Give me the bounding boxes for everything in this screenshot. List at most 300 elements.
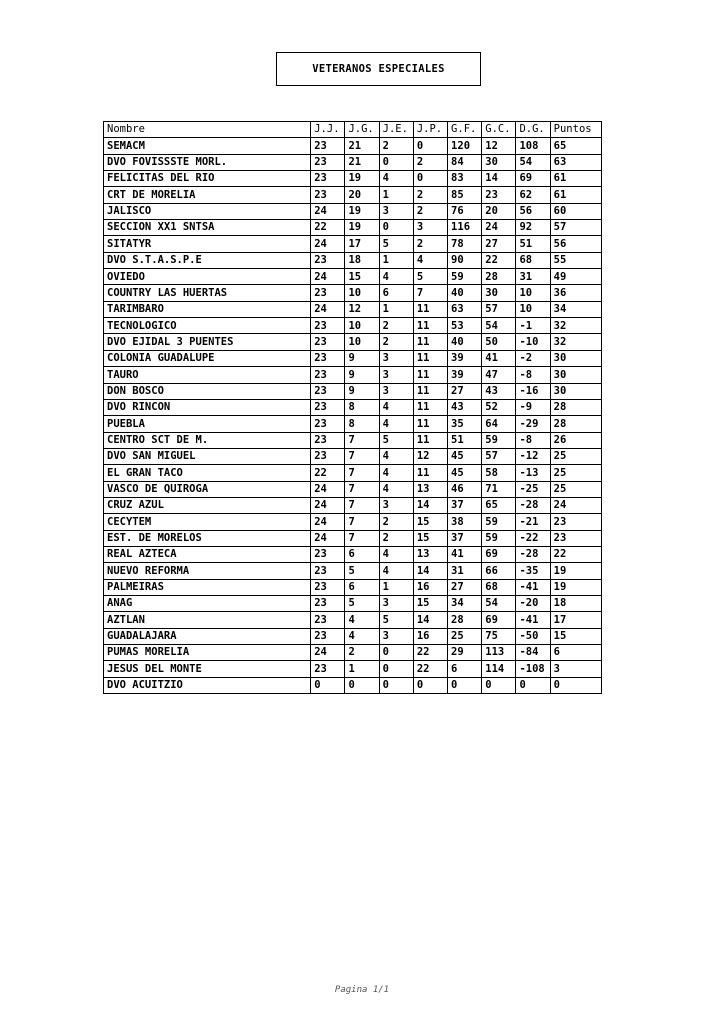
cell-je: 4 xyxy=(379,171,413,187)
table-row xyxy=(104,530,602,546)
table-row xyxy=(104,416,602,432)
cell-dg: -41 xyxy=(516,579,550,595)
cell-gc: 50 xyxy=(482,334,516,350)
cell-jj: 24 xyxy=(311,301,345,317)
cell-jp: 15 xyxy=(413,530,447,546)
cell-puntos: 28 xyxy=(550,399,601,415)
cell-puntos: 56 xyxy=(550,236,601,252)
cell-name: PUMAS MORELIA xyxy=(104,645,311,661)
cell-puntos: 63 xyxy=(550,154,601,170)
cell-jp: 11 xyxy=(413,367,447,383)
cell-name: SITATYR xyxy=(104,236,311,252)
cell-dg: -108 xyxy=(516,661,550,677)
table-row xyxy=(104,612,602,628)
cell-jg: 19 xyxy=(345,171,379,187)
cell-gf: 85 xyxy=(448,187,482,203)
cell-puntos: 19 xyxy=(550,579,601,595)
cell-gf: 0 xyxy=(448,677,482,693)
cell-jg: 15 xyxy=(345,269,379,285)
cell-je: 5 xyxy=(379,236,413,252)
cell-name: JALISCO xyxy=(104,203,311,219)
cell-jg: 9 xyxy=(345,383,379,399)
cell-jg: 4 xyxy=(345,628,379,644)
cell-dg: 92 xyxy=(516,220,550,236)
cell-jg: 18 xyxy=(345,252,379,268)
cell-gf: 39 xyxy=(448,350,482,366)
cell-gf: 40 xyxy=(448,334,482,350)
cell-dg: 68 xyxy=(516,252,550,268)
cell-puntos: 23 xyxy=(550,514,601,530)
cell-name: TAURO xyxy=(104,367,311,383)
cell-dg: -16 xyxy=(516,383,550,399)
cell-name: COUNTRY LAS HUERTAS xyxy=(104,285,311,301)
table-row xyxy=(104,269,602,285)
table-row xyxy=(104,497,602,513)
cell-je: 1 xyxy=(379,301,413,317)
cell-jj: 23 xyxy=(311,432,345,448)
cell-gc: 27 xyxy=(482,236,516,252)
table-row xyxy=(104,448,602,464)
cell-dg: -28 xyxy=(516,546,550,562)
cell-gc: 47 xyxy=(482,367,516,383)
cell-gc: 24 xyxy=(482,220,516,236)
cell-name: COLONIA GUADALUPE xyxy=(104,350,311,366)
cell-dg: 56 xyxy=(516,203,550,219)
cell-je: 3 xyxy=(379,595,413,611)
cell-name: CENTRO SCT DE M. xyxy=(104,432,311,448)
cell-name: PALMEIRAS xyxy=(104,579,311,595)
table-row xyxy=(104,252,602,268)
cell-name: TARIMBARO xyxy=(104,301,311,317)
table-row xyxy=(104,432,602,448)
cell-puntos: 28 xyxy=(550,416,601,432)
cell-dg: -8 xyxy=(516,367,550,383)
cell-jp: 0 xyxy=(413,138,447,154)
cell-dg: -12 xyxy=(516,448,550,464)
cell-je: 0 xyxy=(379,154,413,170)
cell-jg: 17 xyxy=(345,236,379,252)
cell-name: EL GRAN TACO xyxy=(104,465,311,481)
cell-name: SEMACM xyxy=(104,138,311,154)
table-row xyxy=(104,236,602,252)
cell-jp: 11 xyxy=(413,350,447,366)
column-header-puntos: Puntos xyxy=(550,122,601,138)
cell-gc: 69 xyxy=(482,612,516,628)
cell-je: 1 xyxy=(379,252,413,268)
cell-dg: -20 xyxy=(516,595,550,611)
cell-name: AZTLAN xyxy=(104,612,311,628)
cell-puntos: 23 xyxy=(550,530,601,546)
table-row xyxy=(104,154,602,170)
cell-name: DVO S.T.A.S.P.E xyxy=(104,252,311,268)
table-row xyxy=(104,546,602,562)
cell-jg: 21 xyxy=(345,138,379,154)
cell-gf: 53 xyxy=(448,318,482,334)
cell-name: PUEBLA xyxy=(104,416,311,432)
cell-name: DVO RINCON xyxy=(104,399,311,415)
cell-je: 0 xyxy=(379,677,413,693)
cell-gf: 41 xyxy=(448,546,482,562)
cell-jp: 11 xyxy=(413,432,447,448)
cell-jp: 13 xyxy=(413,481,447,497)
cell-puntos: 25 xyxy=(550,465,601,481)
cell-dg: -10 xyxy=(516,334,550,350)
cell-jp: 11 xyxy=(413,334,447,350)
cell-name: EST. DE MORELOS xyxy=(104,530,311,546)
cell-puntos: 61 xyxy=(550,171,601,187)
cell-gc: 22 xyxy=(482,252,516,268)
cell-puntos: 57 xyxy=(550,220,601,236)
cell-jg: 6 xyxy=(345,546,379,562)
cell-je: 3 xyxy=(379,367,413,383)
cell-gf: 116 xyxy=(448,220,482,236)
cell-jj: 23 xyxy=(311,595,345,611)
table-row xyxy=(104,399,602,415)
cell-jp: 15 xyxy=(413,514,447,530)
cell-dg: 0 xyxy=(516,677,550,693)
cell-jp: 7 xyxy=(413,285,447,301)
cell-je: 2 xyxy=(379,138,413,154)
cell-je: 0 xyxy=(379,661,413,677)
table-row xyxy=(104,563,602,579)
cell-puntos: 65 xyxy=(550,138,601,154)
cell-je: 4 xyxy=(379,546,413,562)
cell-gf: 31 xyxy=(448,563,482,579)
cell-dg: -41 xyxy=(516,612,550,628)
cell-jp: 2 xyxy=(413,154,447,170)
cell-puntos: 32 xyxy=(550,334,601,350)
table-row xyxy=(104,285,602,301)
table-row xyxy=(104,595,602,611)
cell-jg: 7 xyxy=(345,481,379,497)
cell-jg: 10 xyxy=(345,318,379,334)
cell-je: 6 xyxy=(379,285,413,301)
cell-gc: 57 xyxy=(482,448,516,464)
cell-gc: 12 xyxy=(482,138,516,154)
cell-puntos: 18 xyxy=(550,595,601,611)
cell-jp: 14 xyxy=(413,563,447,579)
table-row xyxy=(104,350,602,366)
cell-gf: 76 xyxy=(448,203,482,219)
cell-gf: 39 xyxy=(448,367,482,383)
cell-gf: 40 xyxy=(448,285,482,301)
cell-dg: -35 xyxy=(516,563,550,579)
cell-jg: 0 xyxy=(345,677,379,693)
cell-jg: 5 xyxy=(345,563,379,579)
cell-gf: 28 xyxy=(448,612,482,628)
cell-jp: 3 xyxy=(413,220,447,236)
table-row xyxy=(104,677,602,693)
cell-jj: 23 xyxy=(311,367,345,383)
cell-gc: 113 xyxy=(482,645,516,661)
table-row xyxy=(104,203,602,219)
cell-jj: 23 xyxy=(311,252,345,268)
cell-gf: 35 xyxy=(448,416,482,432)
cell-jp: 4 xyxy=(413,252,447,268)
cell-gc: 65 xyxy=(482,497,516,513)
table-body xyxy=(104,138,602,694)
cell-jg: 8 xyxy=(345,399,379,415)
table-row xyxy=(104,220,602,236)
cell-jg: 4 xyxy=(345,612,379,628)
cell-dg: -28 xyxy=(516,497,550,513)
column-header-gc: G.C. xyxy=(482,122,516,138)
cell-jj: 23 xyxy=(311,399,345,415)
cell-gc: 66 xyxy=(482,563,516,579)
cell-jj: 23 xyxy=(311,383,345,399)
cell-je: 4 xyxy=(379,563,413,579)
cell-dg: -50 xyxy=(516,628,550,644)
cell-gc: 14 xyxy=(482,171,516,187)
cell-gf: 25 xyxy=(448,628,482,644)
cell-jg: 9 xyxy=(345,367,379,383)
cell-jp: 22 xyxy=(413,661,447,677)
column-header-dg: D.G. xyxy=(516,122,550,138)
table-row xyxy=(104,367,602,383)
cell-jj: 23 xyxy=(311,138,345,154)
cell-je: 3 xyxy=(379,383,413,399)
cell-je: 2 xyxy=(379,514,413,530)
cell-gc: 43 xyxy=(482,383,516,399)
cell-gf: 29 xyxy=(448,645,482,661)
cell-je: 4 xyxy=(379,448,413,464)
cell-gc: 75 xyxy=(482,628,516,644)
cell-jj: 23 xyxy=(311,416,345,432)
page-title: VETERANOS ESPECIALES xyxy=(276,52,481,86)
cell-gf: 43 xyxy=(448,399,482,415)
cell-gc: 71 xyxy=(482,481,516,497)
cell-puntos: 30 xyxy=(550,367,601,383)
cell-dg: 31 xyxy=(516,269,550,285)
cell-name: FELICITAS DEL RIO xyxy=(104,171,311,187)
cell-je: 3 xyxy=(379,628,413,644)
cell-gc: 68 xyxy=(482,579,516,595)
cell-gc: 0 xyxy=(482,677,516,693)
cell-puntos: 34 xyxy=(550,301,601,317)
cell-gf: 38 xyxy=(448,514,482,530)
cell-gc: 23 xyxy=(482,187,516,203)
cell-puntos: 15 xyxy=(550,628,601,644)
cell-gf: 6 xyxy=(448,661,482,677)
cell-gf: 46 xyxy=(448,481,482,497)
cell-jj: 23 xyxy=(311,318,345,334)
cell-jg: 12 xyxy=(345,301,379,317)
column-header-gf: G.F. xyxy=(448,122,482,138)
cell-jj: 23 xyxy=(311,661,345,677)
cell-name: DVO EJIDAL 3 PUENTES xyxy=(104,334,311,350)
cell-name: DVO ACUITZIO xyxy=(104,677,311,693)
cell-name: JESUS DEL MONTE xyxy=(104,661,311,677)
cell-puntos: 26 xyxy=(550,432,601,448)
cell-gf: 59 xyxy=(448,269,482,285)
cell-dg: -21 xyxy=(516,514,550,530)
cell-name: GUADALAJARA xyxy=(104,628,311,644)
column-header-jp: J.P. xyxy=(413,122,447,138)
cell-jg: 5 xyxy=(345,595,379,611)
cell-jj: 23 xyxy=(311,154,345,170)
cell-jj: 23 xyxy=(311,546,345,562)
cell-gc: 30 xyxy=(482,285,516,301)
cell-dg: 10 xyxy=(516,301,550,317)
cell-jp: 5 xyxy=(413,269,447,285)
cell-puntos: 17 xyxy=(550,612,601,628)
cell-jp: 0 xyxy=(413,677,447,693)
cell-jj: 24 xyxy=(311,481,345,497)
cell-je: 4 xyxy=(379,269,413,285)
cell-dg: -2 xyxy=(516,350,550,366)
column-header-jj: J.J. xyxy=(311,122,345,138)
cell-gc: 59 xyxy=(482,530,516,546)
cell-jg: 1 xyxy=(345,661,379,677)
cell-jg: 8 xyxy=(345,416,379,432)
table-row xyxy=(104,383,602,399)
cell-dg: -8 xyxy=(516,432,550,448)
cell-je: 3 xyxy=(379,497,413,513)
cell-gc: 64 xyxy=(482,416,516,432)
cell-je: 5 xyxy=(379,432,413,448)
cell-jj: 23 xyxy=(311,612,345,628)
cell-puntos: 49 xyxy=(550,269,601,285)
cell-je: 0 xyxy=(379,220,413,236)
cell-je: 4 xyxy=(379,416,413,432)
cell-jp: 14 xyxy=(413,497,447,513)
cell-jp: 16 xyxy=(413,579,447,595)
table-row xyxy=(104,661,602,677)
cell-gf: 90 xyxy=(448,252,482,268)
cell-gf: 37 xyxy=(448,530,482,546)
cell-jj: 23 xyxy=(311,171,345,187)
cell-jj: 22 xyxy=(311,220,345,236)
cell-jp: 11 xyxy=(413,318,447,334)
cell-je: 2 xyxy=(379,530,413,546)
cell-name: CRT DE MORELIA xyxy=(104,187,311,203)
cell-name: OVIEDO xyxy=(104,269,311,285)
cell-name: REAL AZTECA xyxy=(104,546,311,562)
cell-je: 0 xyxy=(379,645,413,661)
cell-dg: 54 xyxy=(516,154,550,170)
cell-jp: 2 xyxy=(413,203,447,219)
cell-jp: 11 xyxy=(413,399,447,415)
cell-jj: 23 xyxy=(311,628,345,644)
cell-name: DVO FOVISSSTE MORL. xyxy=(104,154,311,170)
cell-jg: 20 xyxy=(345,187,379,203)
cell-jp: 15 xyxy=(413,595,447,611)
cell-gc: 54 xyxy=(482,318,516,334)
cell-dg: -13 xyxy=(516,465,550,481)
table-row xyxy=(104,465,602,481)
cell-dg: -22 xyxy=(516,530,550,546)
cell-gf: 84 xyxy=(448,154,482,170)
cell-gc: 69 xyxy=(482,546,516,562)
cell-je: 4 xyxy=(379,465,413,481)
cell-dg: 62 xyxy=(516,187,550,203)
table-row xyxy=(104,481,602,497)
cell-jj: 23 xyxy=(311,187,345,203)
cell-gc: 59 xyxy=(482,432,516,448)
cell-jp: 12 xyxy=(413,448,447,464)
cell-jp: 11 xyxy=(413,301,447,317)
cell-name: SECCION XX1 SNTSA xyxy=(104,220,311,236)
cell-puntos: 60 xyxy=(550,203,601,219)
cell-dg: -25 xyxy=(516,481,550,497)
cell-jg: 9 xyxy=(345,350,379,366)
cell-dg: -84 xyxy=(516,645,550,661)
cell-jg: 6 xyxy=(345,579,379,595)
cell-puntos: 30 xyxy=(550,383,601,399)
cell-jp: 2 xyxy=(413,187,447,203)
cell-jp: 13 xyxy=(413,546,447,562)
cell-gf: 83 xyxy=(448,171,482,187)
cell-je: 2 xyxy=(379,318,413,334)
cell-dg: 69 xyxy=(516,171,550,187)
cell-gc: 30 xyxy=(482,154,516,170)
cell-gc: 59 xyxy=(482,514,516,530)
cell-name: TECNOLOGICO xyxy=(104,318,311,334)
cell-je: 1 xyxy=(379,187,413,203)
table-row xyxy=(104,514,602,530)
cell-gc: 54 xyxy=(482,595,516,611)
cell-puntos: 0 xyxy=(550,677,601,693)
cell-je: 4 xyxy=(379,481,413,497)
cell-gc: 57 xyxy=(482,301,516,317)
cell-jp: 16 xyxy=(413,628,447,644)
cell-gf: 27 xyxy=(448,383,482,399)
cell-gf: 37 xyxy=(448,497,482,513)
cell-gf: 51 xyxy=(448,432,482,448)
cell-jj: 24 xyxy=(311,530,345,546)
cell-puntos: 3 xyxy=(550,661,601,677)
cell-jp: 11 xyxy=(413,383,447,399)
cell-dg: 108 xyxy=(516,138,550,154)
cell-jj: 22 xyxy=(311,465,345,481)
cell-puntos: 25 xyxy=(550,448,601,464)
cell-puntos: 25 xyxy=(550,481,601,497)
cell-puntos: 55 xyxy=(550,252,601,268)
cell-jj: 23 xyxy=(311,285,345,301)
cell-jj: 24 xyxy=(311,203,345,219)
cell-je: 4 xyxy=(379,399,413,415)
cell-puntos: 30 xyxy=(550,350,601,366)
cell-jj: 0 xyxy=(311,677,345,693)
cell-jg: 10 xyxy=(345,334,379,350)
table-row xyxy=(104,187,602,203)
cell-jg: 7 xyxy=(345,497,379,513)
column-header-je: J.E. xyxy=(379,122,413,138)
cell-gf: 63 xyxy=(448,301,482,317)
cell-jj: 23 xyxy=(311,334,345,350)
cell-dg: 10 xyxy=(516,285,550,301)
cell-jg: 7 xyxy=(345,432,379,448)
cell-jj: 23 xyxy=(311,448,345,464)
standings-table xyxy=(103,121,602,694)
table-row xyxy=(104,628,602,644)
cell-jg: 10 xyxy=(345,285,379,301)
cell-name: DON BOSCO xyxy=(104,383,311,399)
cell-jg: 19 xyxy=(345,220,379,236)
cell-puntos: 22 xyxy=(550,546,601,562)
cell-jj: 23 xyxy=(311,563,345,579)
cell-dg: -1 xyxy=(516,318,550,334)
cell-name: CECYTEM xyxy=(104,514,311,530)
column-header-jg: J.G. xyxy=(345,122,379,138)
cell-dg: -9 xyxy=(516,399,550,415)
cell-name: NUEVO REFORMA xyxy=(104,563,311,579)
cell-jp: 14 xyxy=(413,612,447,628)
cell-gc: 28 xyxy=(482,269,516,285)
table-row xyxy=(104,171,602,187)
cell-gc: 52 xyxy=(482,399,516,415)
cell-puntos: 61 xyxy=(550,187,601,203)
